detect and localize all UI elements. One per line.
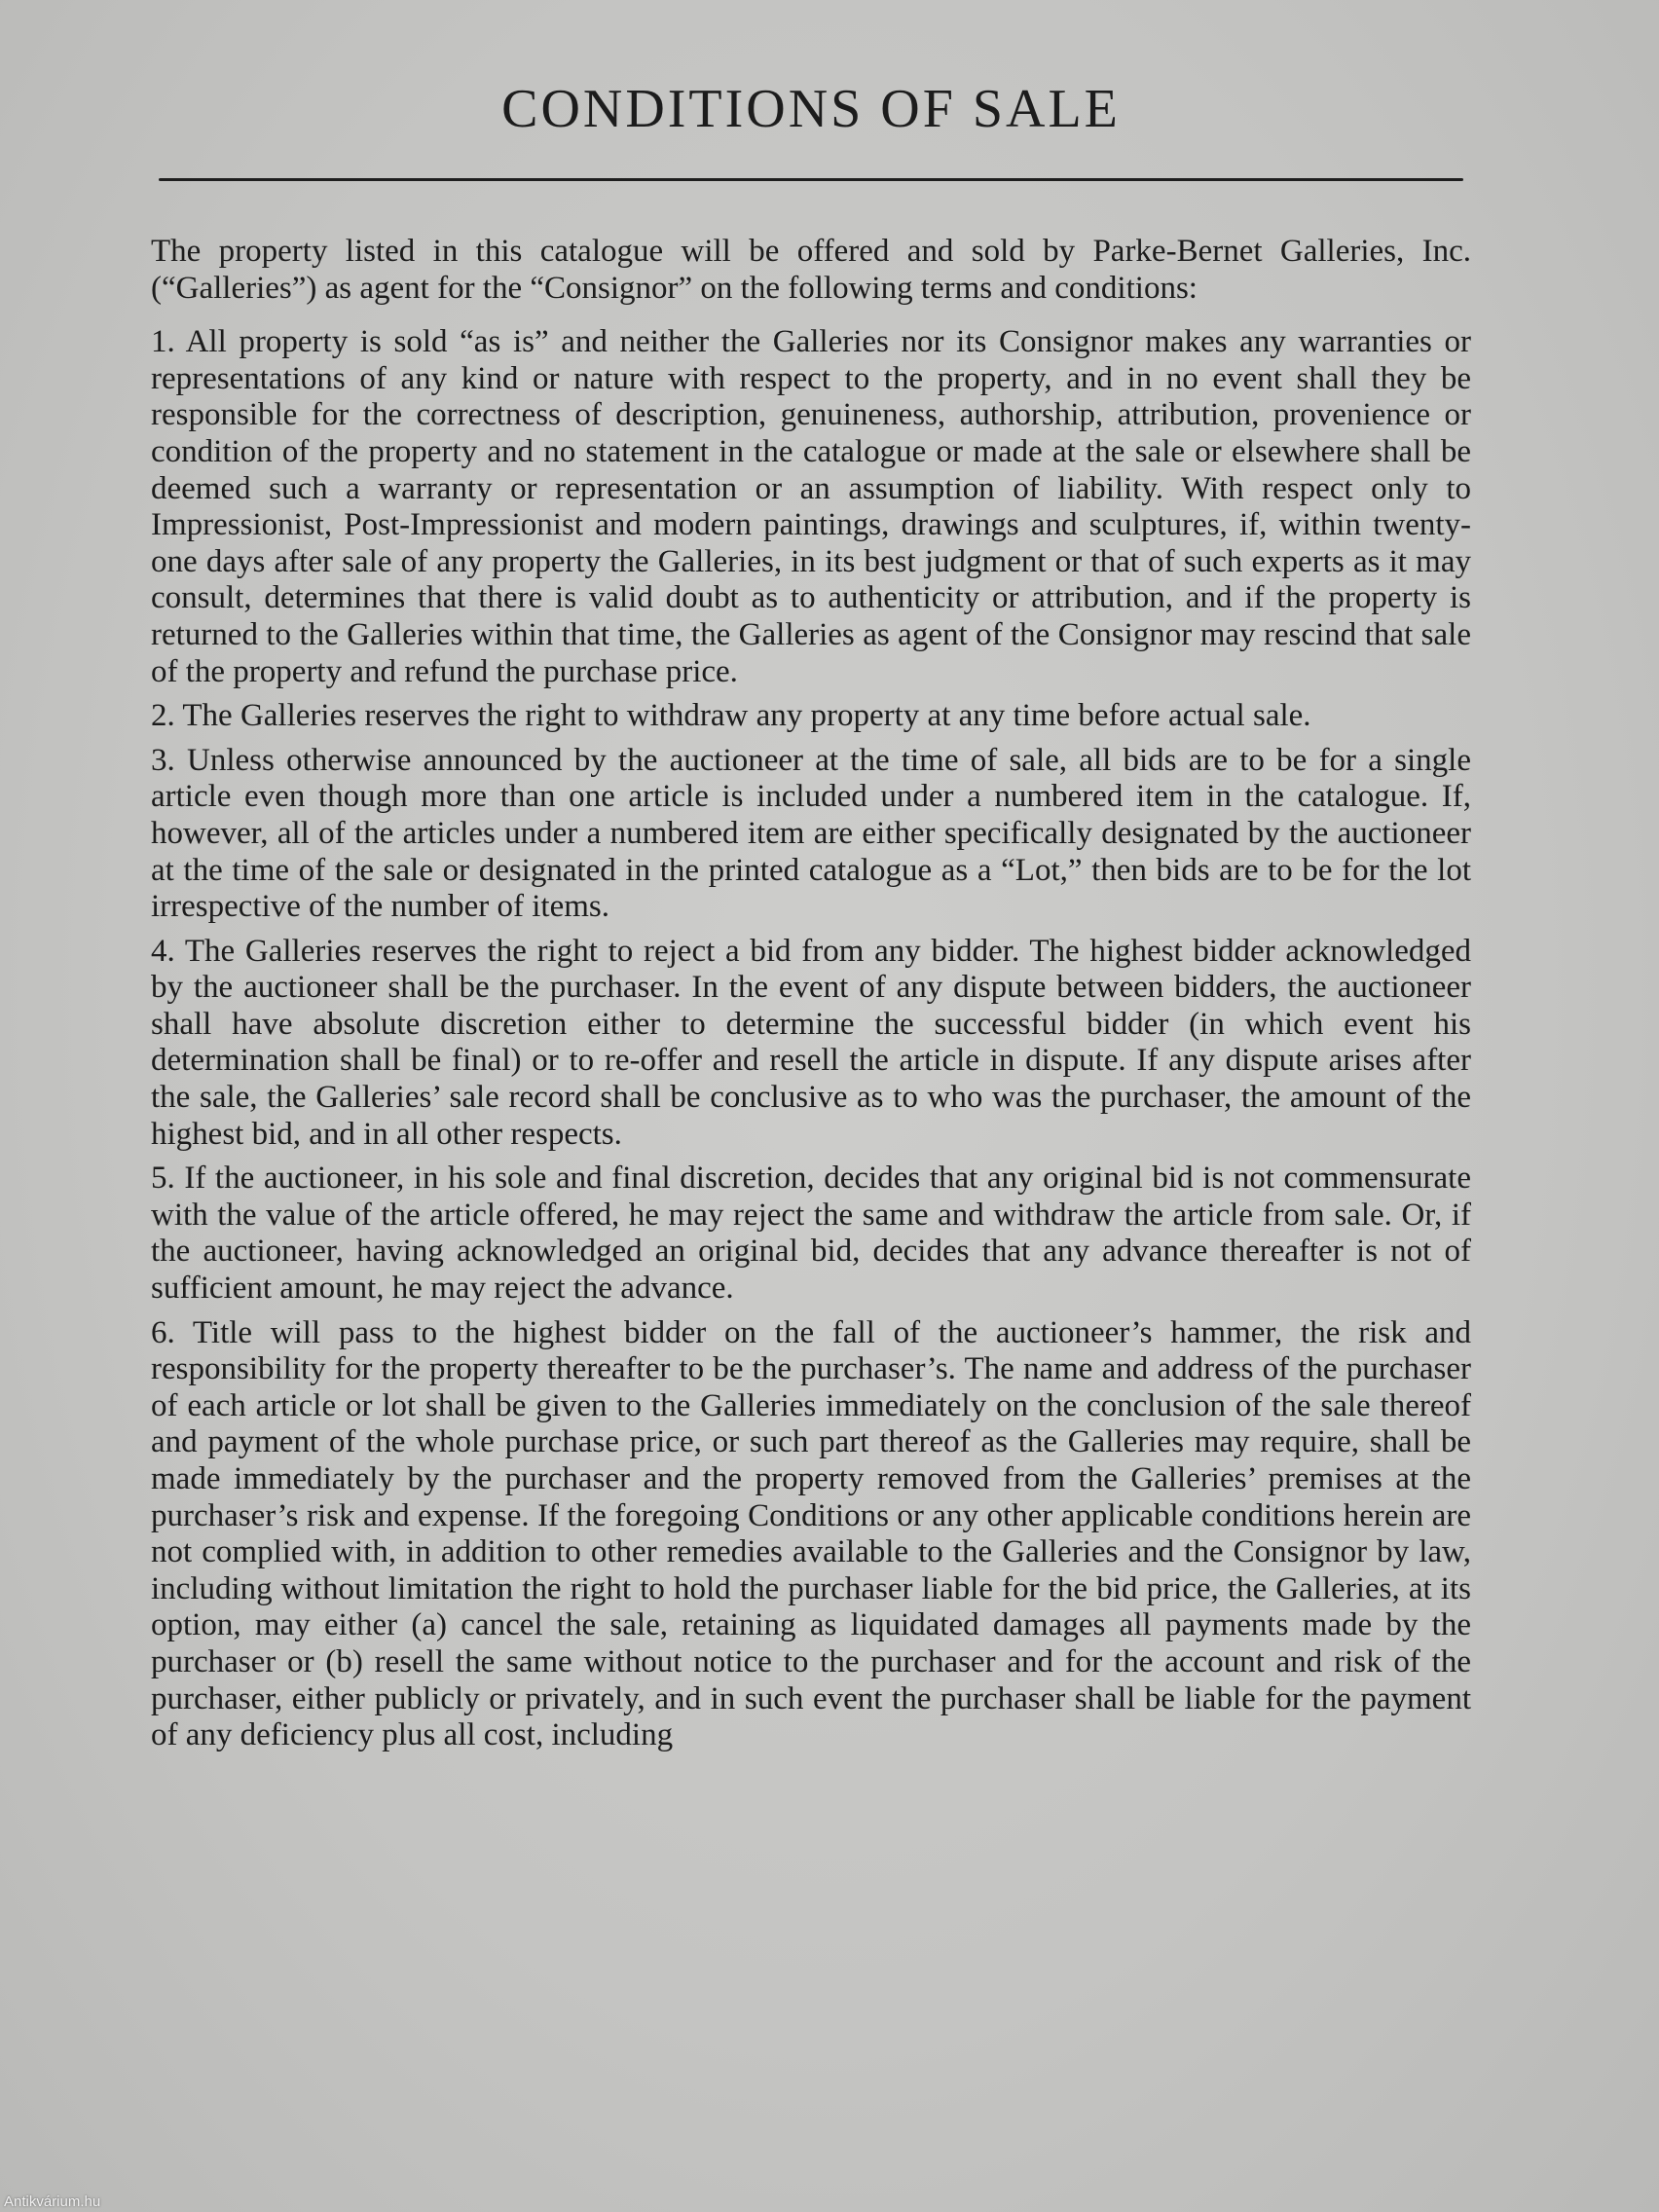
condition-paragraph: 2. The Galleries reserves the right to withdraw any property at any time before actual sale. [151, 698, 1311, 734]
condition-paragraph: 4. The Galleries reserves the right to reject a bid from any bidder. The highest bidder acknowledged by the auctioneer shall be the purchaser. In the event of any dispute between bidders, the auctioneer shall have absolute discretion either to determine the successful bidder (in which event his determination shall be final) or to re-offer and resell the article in dispute. If any dispute arises after the sale, the Galleries’ sale record shall be conclusive as to who was the purchaser, the amount of the highest bid, and in all other respects. [151, 933, 1471, 1152]
condition-paragraph: 5. If the auctioneer, in his sole and final discretion, decides that any original bid is not commensurate with the value of the article offered, he may reject the same and withdraw the article from sale. Or, if the auctioneer, having acknowledged an original bid, decides that any advance thereafter is not of sufficient amount, he may reject the advance. [151, 1161, 1471, 1307]
watermark: Antikvárium.hu [4, 2194, 101, 2210]
condition-paragraph: 3. Unless otherwise announced by the auctioneer at the time of sale, all bids are to be for a single article even though more than one article is included under a numbered item in the catalogue. If, however, all of the articles under a numbered item are either specifically designated by the auctioneer at the time of the sale or designated in the printed catalogue as a “Lot,” then bids are to be for the lot irrespective of the number of items. [151, 742, 1471, 925]
condition-paragraph: 1. All property is sold “as is” and neither the Galleries nor its Consignor makes any warranties or representations of any kind or nature with respect to the property, and in no event shall they be responsible for the correctness of description, genuineness, authorship, attribution, provenience or condition of the property and no statement in the catalogue or made at the sale or elsewhere shall be deemed such a warranty or representation or an assumption of liability. With respect only to Impressionist, Post-Impressionist and modern paintings, drawings and sculptures, if, within twenty-one days after sale of any property the Galleries, in its best judgment or that of such experts as it may consult, determines that there is valid doubt as to authenticity or attribution, and if the property is returned to the Galleries within that time, the Galleries as agent of the Consignor may rescind that sale of the property and refund the purchase price. [151, 324, 1471, 689]
title-divider [159, 178, 1463, 181]
condition-paragraph: 6. Title will pass to the highest bidder on the fall of the auctioneer’s hammer, the risk and responsibility for the property thereafter to be the purchaser’s. The name and address of the purchaser of each article or lot shall be given to the Galleries immediately on the conclusion of the sale thereof and payment of the whole purchase price, or such part thereof as the Galleries may require, shall be made immediately by the purchaser and the property removed from the Galleries’ premises at the purchaser’s risk and expense. If the foregoing Conditions or any other applicable conditions herein are not complied with, in addition to other remedies available to the Galleries and the Consignor by law, including without limitation the right to hold the purchaser liable for the bid price, the Galleries, at its option, may either (a) cancel the sale, retaining as liquidated damages all payments made by the purchaser or (b) resell the same without notice to the purchaser and for the account and risk of the purchaser, either publicly or privately, and in such event the purchaser shall be liable for the payment of any deficiency plus all cost, including [151, 1314, 1471, 1753]
document-body [151, 234, 1471, 1762]
page-title: CONDITIONS OF SALE [501, 79, 1121, 139]
intro-paragraph: The property listed in this catalogue will be offered and sold by Parke-Bernet Galleries, Inc. (“Galleries”) as agent for the “Consignor” on the following terms and conditions: [151, 234, 1471, 306]
document-page [151, 0, 1471, 2212]
